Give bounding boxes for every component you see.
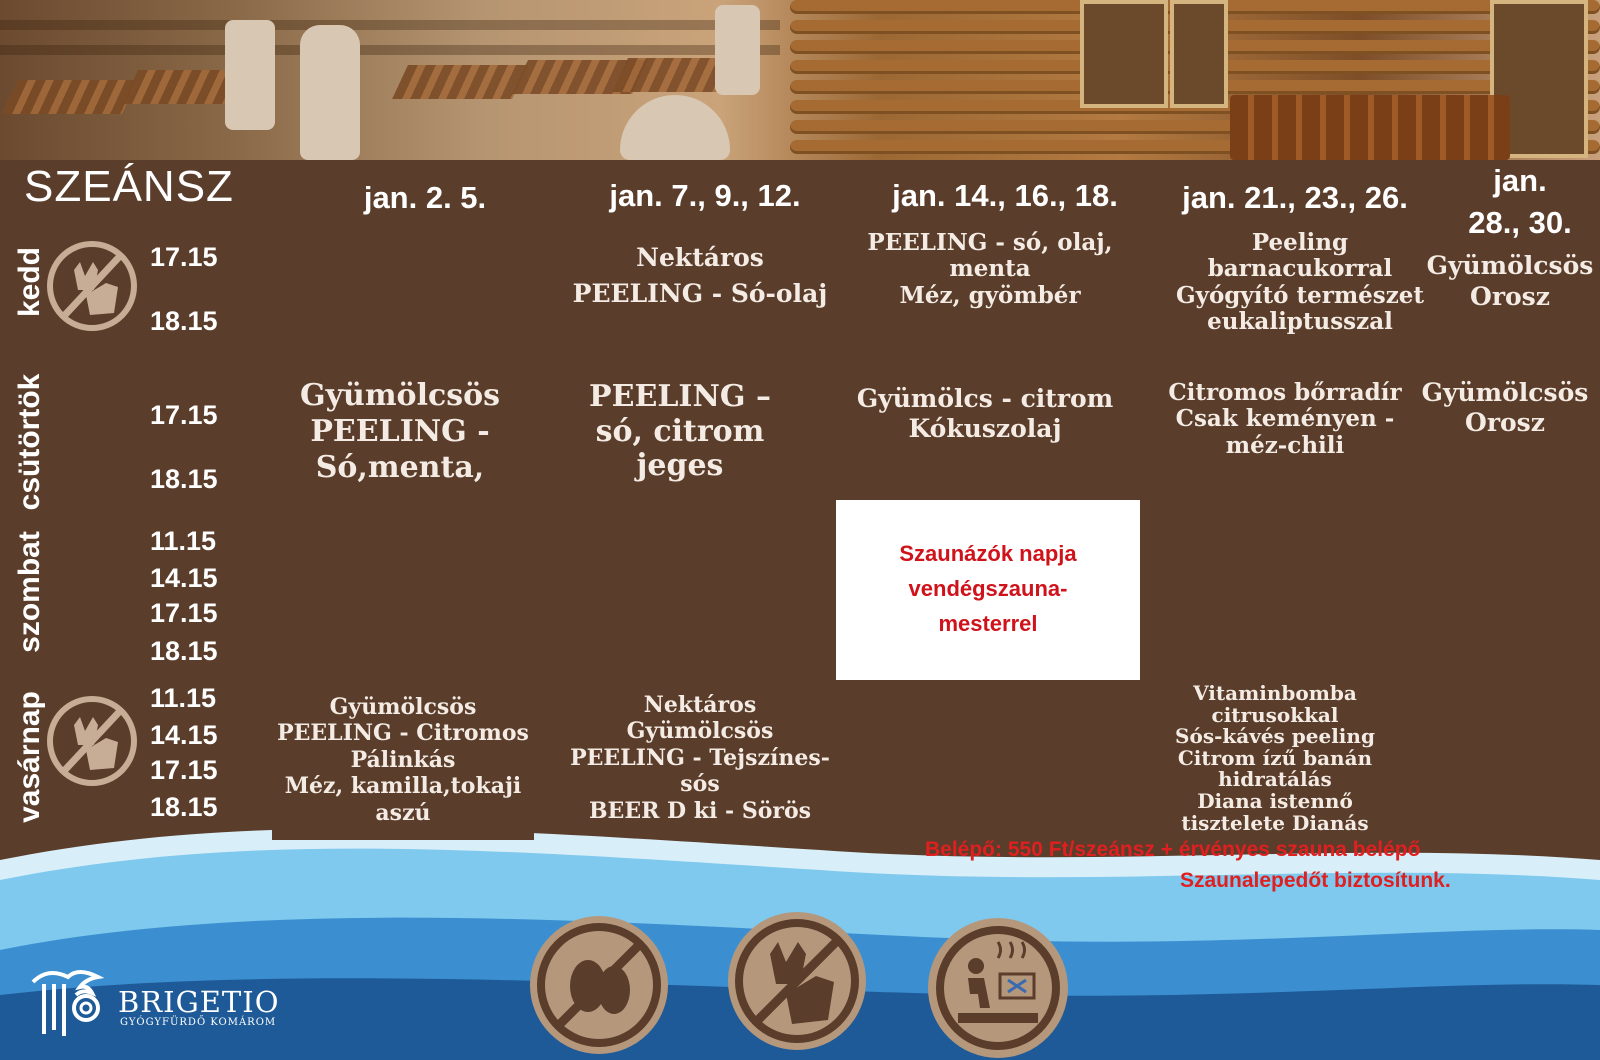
special-line: mesterrel: [938, 611, 1038, 637]
cell-line: Gyümölcs - citrom: [856, 384, 1114, 413]
cell-line: Sós-kávés peeling: [1175, 724, 1375, 749]
sunbed: [2, 80, 138, 114]
cell-line: méz-chili: [1225, 431, 1345, 459]
time-vasarnap-4: 18.15: [150, 792, 218, 822]
cell-line: Gyümölcsös: [626, 718, 774, 745]
cell-line: PEELING –: [589, 379, 771, 414]
day-label-kedd: kedd: [13, 246, 46, 318]
cell-kedd-col3: [845, 230, 1135, 309]
no-swimwear-icon: [46, 695, 138, 787]
cell-line: Gyümölcsös: [1421, 378, 1589, 407]
towel-note: Szaunalepedőt biztosítunk.: [1180, 869, 1451, 892]
no-swimwear-icon: [46, 240, 138, 332]
column-header-4: jan. 21., 23., 26.: [1182, 180, 1408, 215]
sauna-no-towel-icon: [928, 918, 1068, 1058]
cell-vasarnap-col1: [272, 694, 534, 826]
cell-line: menta: [949, 255, 1031, 283]
cell-line: Pálinkás: [350, 746, 456, 773]
time-szombat-4: 18.15: [150, 636, 218, 666]
cell-line: hidratálás: [1218, 767, 1332, 792]
entry-price-note: Belépő: 550 Ft/szeánsz + érvényes szauna belépő: [925, 838, 1421, 861]
fence-plank: [0, 45, 780, 55]
column-header-1: jan. 2. 5.: [363, 180, 487, 215]
column-header-5: [1455, 160, 1585, 244]
cell-line: Diana istennő: [1197, 788, 1353, 813]
stone-fountain: [225, 20, 275, 130]
cell-line: Gyümölcsös: [299, 378, 501, 413]
fence-plank: [0, 20, 780, 30]
cell-line: Méz, kamilla,tokaji: [284, 773, 522, 800]
cell-csutortok-col1: [270, 378, 530, 486]
cell-kedd-col4: [1160, 230, 1440, 336]
cabin-door: [1170, 0, 1228, 108]
cabin-window: [1080, 0, 1168, 108]
column-header-2: jan. 7., 9., 12.: [609, 178, 801, 213]
header-photo: [0, 0, 1600, 160]
cell-line: BEER D ki - Sörös: [588, 797, 812, 824]
time-csutortok-1: 17.15: [150, 400, 218, 430]
cell-line: Méz, gyömbér: [899, 281, 1081, 309]
special-line: vendégszauna-: [908, 576, 1068, 602]
logo-subtitle: GYÓGYFÜRDŐ KOMÁROM: [120, 1017, 277, 1028]
cell-line: sós: [680, 771, 720, 798]
cell-line: Gyümölcsös: [329, 694, 477, 720]
sunbed: [392, 65, 528, 99]
cell-vasarnap-col4: [1130, 683, 1420, 834]
time-vasarnap-1: 11.15: [150, 683, 217, 713]
no-slippers-icon: [530, 916, 668, 1054]
cell-line: PEELING -: [310, 414, 490, 449]
cell-line: Csak keményen -: [1175, 405, 1395, 433]
logo-name: BRIGETIO: [118, 985, 280, 1019]
cell-line: Citrom ízű banán: [1177, 745, 1373, 770]
no-swimwear-icon: [728, 912, 866, 1050]
cell-line: Vitaminbomba: [1193, 681, 1357, 705]
cell-line: PEELING - só, olaj,: [867, 229, 1113, 256]
time-szombat-2: 14.15: [150, 563, 218, 593]
cell-line: Orosz: [1465, 408, 1545, 437]
cell-line: só, citrom: [595, 413, 765, 449]
cell-line: Kókuszolaj: [908, 414, 1062, 443]
cell-line: PEELING - Só-olaj: [572, 279, 828, 309]
hot-tub: [1230, 95, 1510, 160]
cell-line: PEELING - Tejszínes-: [570, 744, 830, 771]
cell-csutortok-col4: [1150, 380, 1420, 459]
page-title: SZEÁNSZ: [24, 162, 234, 211]
stone-urn: [620, 95, 730, 160]
cell-line: Gyümölcsös: [1426, 251, 1594, 280]
cell-line: tisztelete Dianás: [1181, 810, 1369, 835]
day-label-vasarnap: vasárnap: [13, 691, 46, 823]
cell-csutortok-col5: [1418, 378, 1592, 438]
cell-line: PEELING - Citromos: [277, 720, 529, 747]
brigetio-logo-icon: [28, 962, 108, 1042]
cell-line: citrusokkal: [1211, 702, 1339, 727]
column-header-3: jan. 14., 16., 18.: [892, 178, 1118, 213]
time-vasarnap-2: 14.15: [150, 720, 218, 750]
cell-kedd-col2: [560, 240, 840, 313]
cell-line: jeges: [636, 448, 724, 483]
time-kedd-1: 17.15: [150, 242, 218, 272]
cell-kedd-col5: [1425, 250, 1595, 313]
cell-line: Citromos bőrradír: [1168, 379, 1402, 406]
cell-line: Orosz: [1470, 282, 1550, 312]
time-csutortok-2: 18.15: [150, 464, 218, 494]
special-event-box: [836, 500, 1140, 680]
stone-lantern: [715, 5, 760, 95]
day-label-csutortok: csütörtök: [13, 373, 46, 511]
cell-csutortok-col3: [840, 384, 1130, 444]
cell-line: Peeling: [1251, 229, 1349, 256]
time-szombat-3: 17.15: [150, 598, 218, 628]
column-header-5-line1: jan.: [1493, 163, 1547, 198]
cell-line: Só,menta,: [315, 450, 485, 485]
cell-line: eukaliptusszal: [1207, 308, 1393, 336]
stone-lantern: [300, 25, 360, 160]
day-label-szombat: szombat: [13, 531, 46, 653]
time-kedd-2: 18.15: [150, 306, 218, 336]
cell-line: Nektáros: [643, 692, 757, 718]
special-line: Szaunázók napja: [899, 541, 1077, 566]
cell-vasarnap-col2: [560, 692, 840, 824]
time-vasarnap-3: 17.15: [150, 755, 218, 785]
cell-line: Nektáros: [636, 243, 764, 272]
cell-line: Gyógyító természet: [1175, 281, 1425, 309]
time-szombat-1: 11.15: [150, 526, 217, 556]
cell-line: aszú: [375, 799, 431, 826]
cell-line: barnacukorral: [1207, 255, 1393, 283]
column-header-5-line2: 28., 30.: [1468, 204, 1572, 240]
cell-csutortok-col2: [545, 380, 815, 484]
